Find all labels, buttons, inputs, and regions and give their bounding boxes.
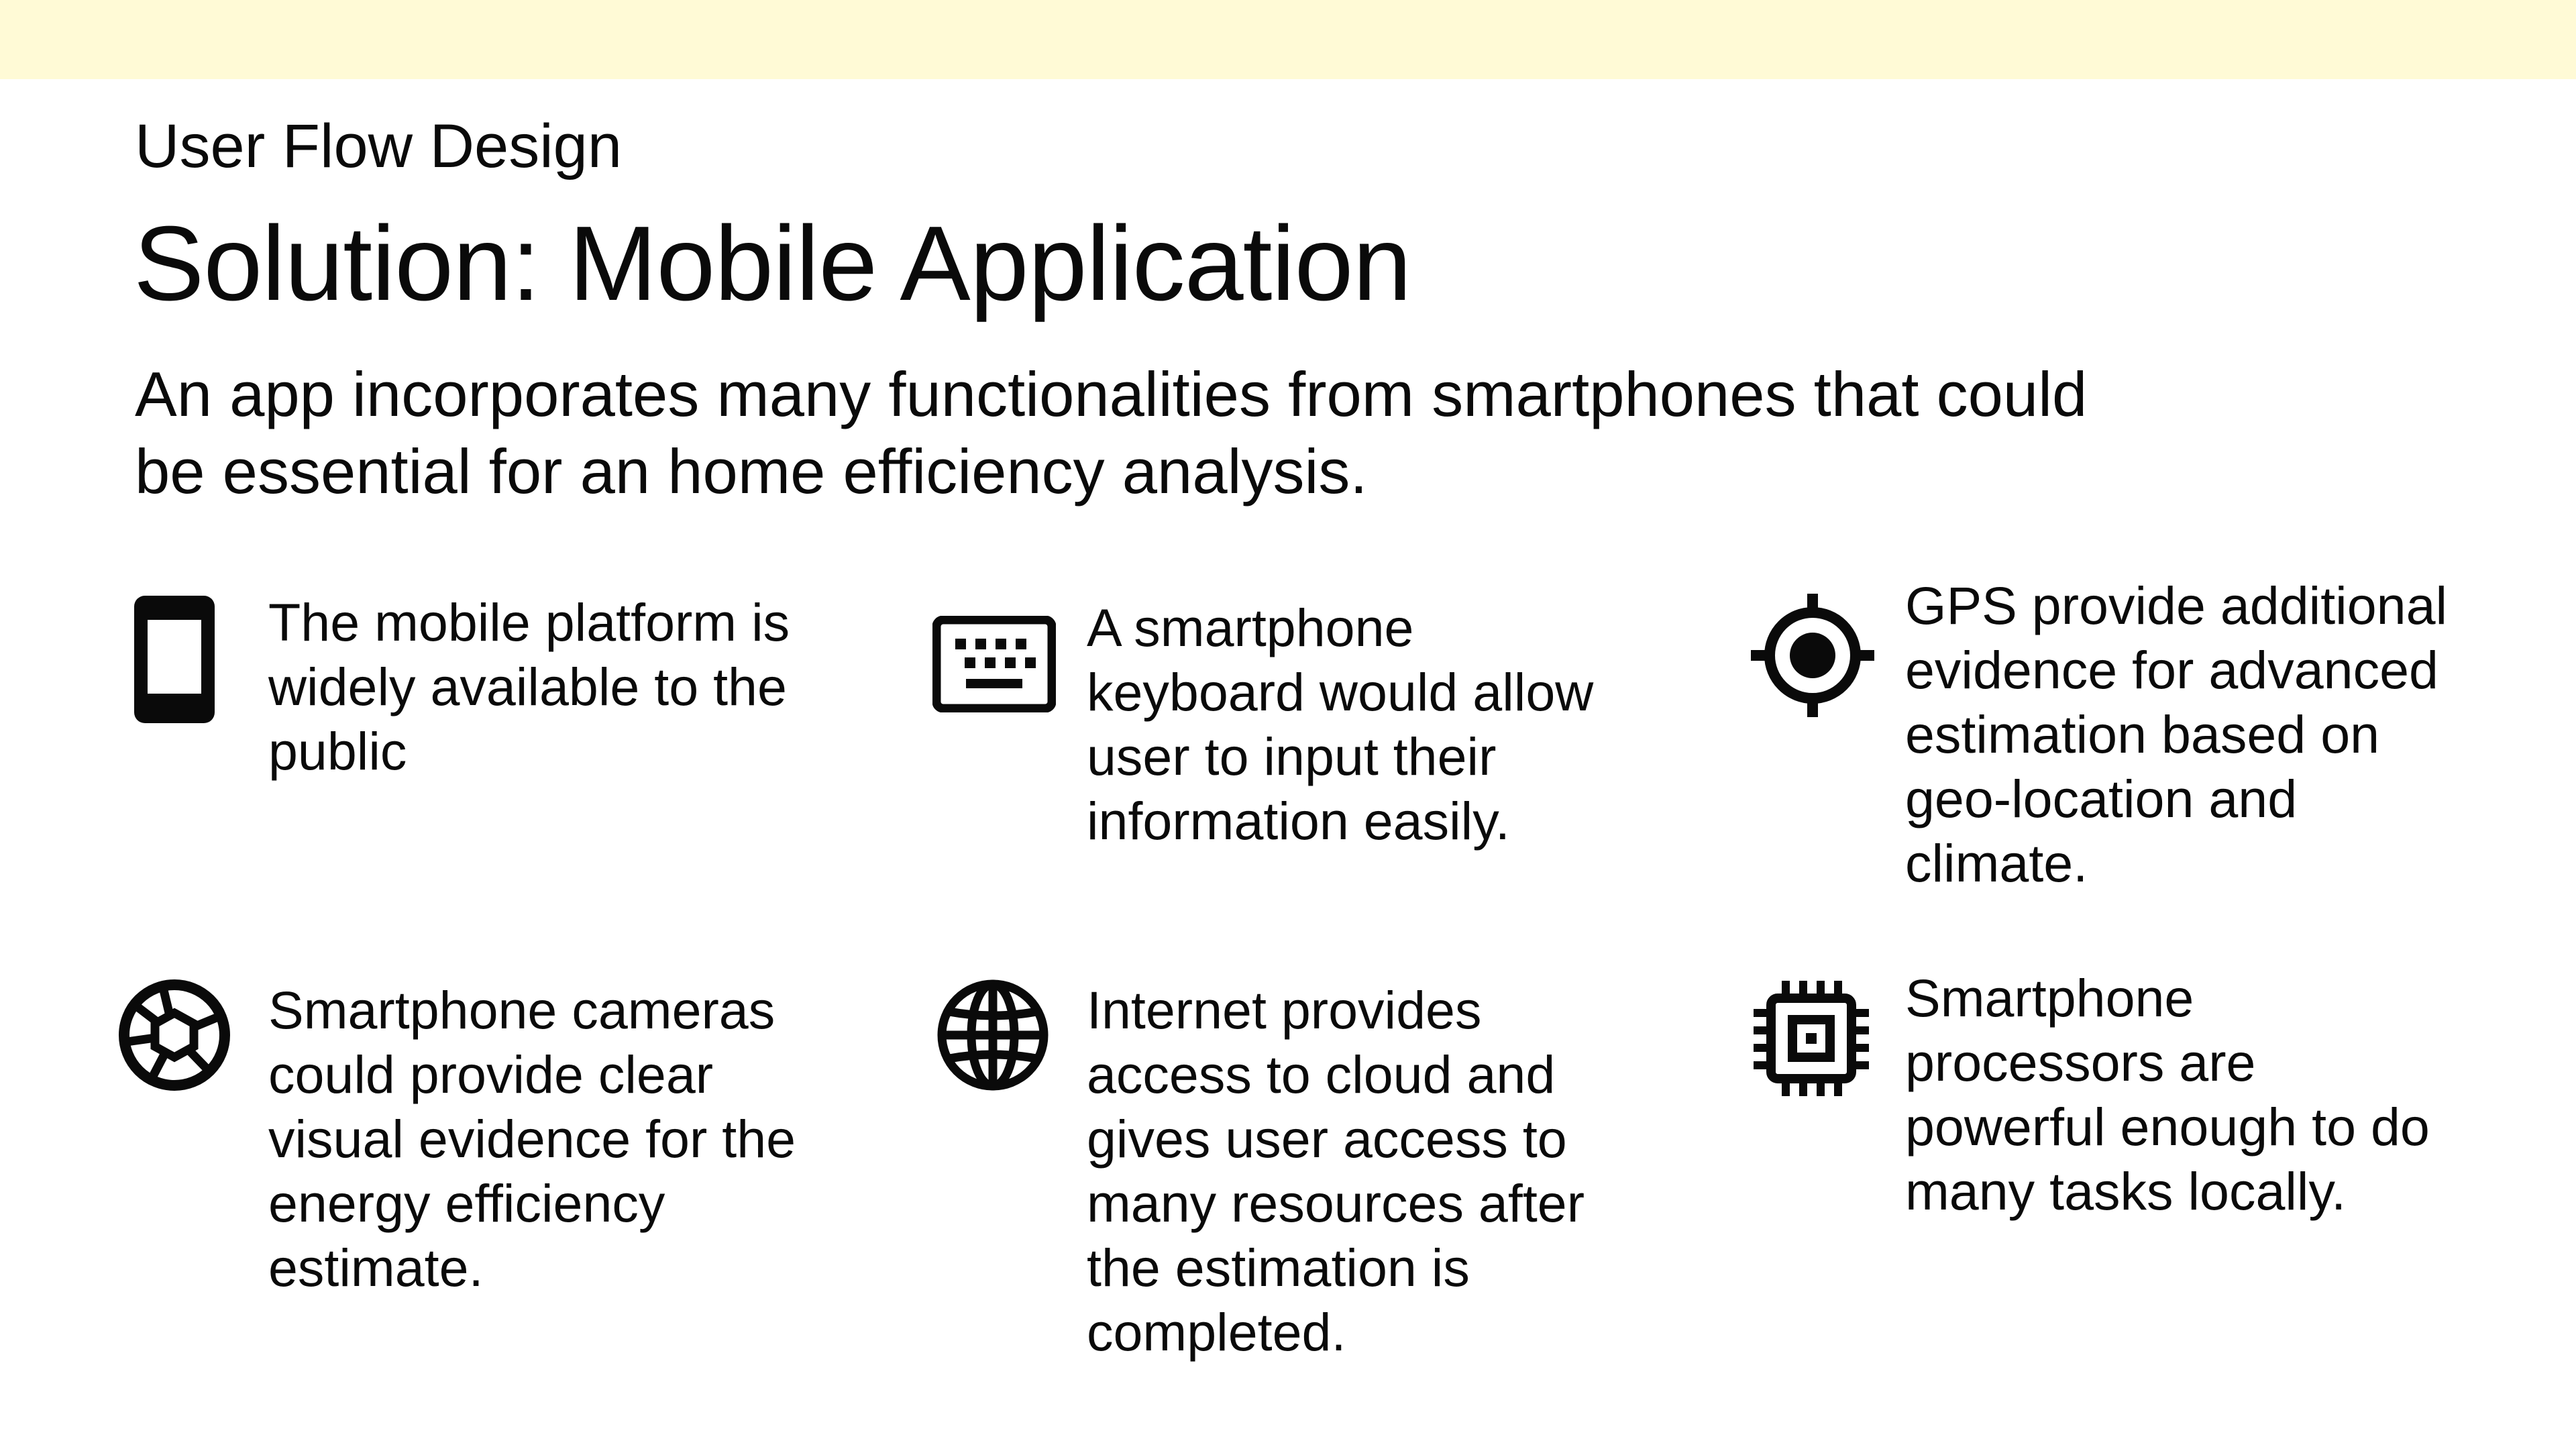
feature-text <box>1905 574 2509 896</box>
feature-line: widely available to the <box>268 657 787 716</box>
feature-line: access to cloud and <box>1087 1044 1556 1104</box>
feature-line: GPS provide additional <box>1905 576 2448 635</box>
feature-line: keyboard would allow <box>1087 662 1594 722</box>
camera-aperture-icon <box>117 978 231 1092</box>
feature-line: many tasks locally. <box>1905 1161 2347 1221</box>
page-title: Solution: Mobile Application <box>133 205 1411 323</box>
feature-line: many resources after <box>1087 1173 1585 1233</box>
keyboard-icon <box>932 616 1056 712</box>
feature-text <box>1087 978 1690 1364</box>
feature-text <box>268 978 872 1300</box>
feature-line: user to input their <box>1087 727 1497 786</box>
feature-line: estimate. <box>268 1238 484 1297</box>
feature-line: processors are <box>1905 1032 2256 1092</box>
intro-paragraph <box>135 356 2416 510</box>
feature-line: estimation based on <box>1905 704 2380 764</box>
feature-text <box>268 590 872 784</box>
feature-line: information easily. <box>1087 791 1510 851</box>
feature-line: A smartphone <box>1087 598 1414 657</box>
feature-text <box>1905 966 2509 1224</box>
feature-line: climate. <box>1905 833 2088 893</box>
feature-line: the estimation is <box>1087 1238 1470 1297</box>
tablet-icon <box>134 596 215 723</box>
feature-line: evidence for advanced <box>1905 640 2438 700</box>
feature-line: Internet provides <box>1087 980 1482 1040</box>
feature-line: energy efficiency <box>268 1173 665 1233</box>
top-banner <box>0 0 2576 79</box>
gps-target-icon <box>1751 594 1874 717</box>
feature-line: Smartphone <box>1905 968 2194 1028</box>
feature-line: The mobile platform is <box>268 592 790 652</box>
intro-line: An app incorporates many functionalities from smartphones that could <box>135 359 2088 429</box>
section-label: User Flow Design <box>135 112 622 180</box>
feature-line: powerful enough to do <box>1905 1097 2430 1157</box>
intro-line: be essential for an home efficiency analysis. <box>135 436 1368 506</box>
feature-line: visual evidence for the <box>268 1109 796 1169</box>
feature-line: Smartphone cameras <box>268 980 775 1040</box>
feature-line: gives user access to <box>1087 1109 1567 1169</box>
feature-line: geo-location and <box>1905 769 2298 828</box>
processor-chip-icon <box>1751 978 1872 1099</box>
feature-text <box>1087 596 1690 853</box>
feature-line: public <box>268 721 407 781</box>
feature-line: completed. <box>1087 1302 1346 1362</box>
feature-line: could provide clear <box>268 1044 714 1104</box>
globe-icon <box>936 978 1050 1092</box>
